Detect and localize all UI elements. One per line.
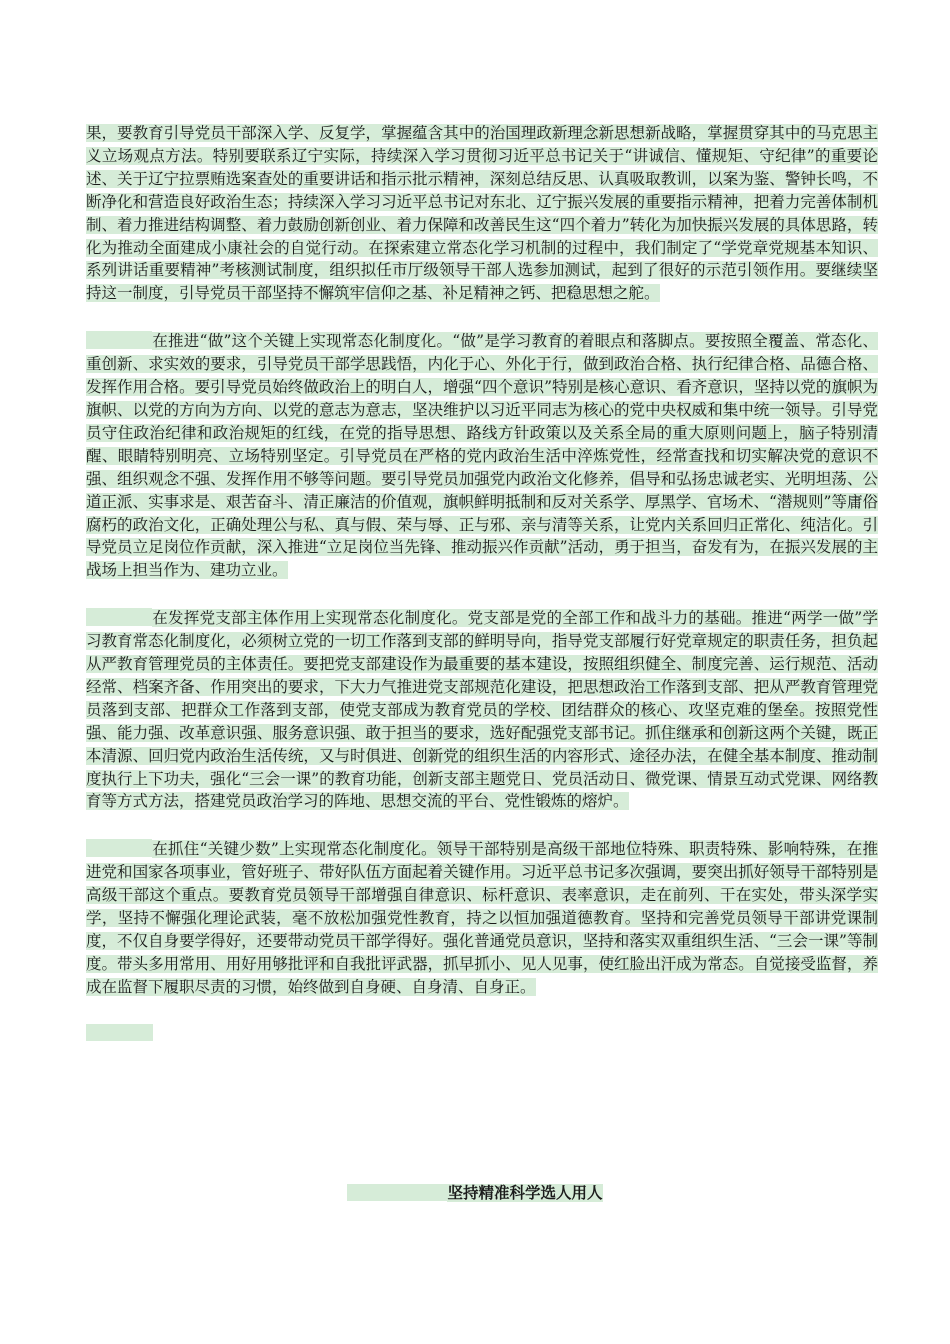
paragraph-2-text: 在推进“做”这个关键上实现常态化制度化。“做”是学习教育的着眼点和落脚点。要按照全覆盖、常态化、重创新、求实效的要求，引导党员干部学思践悟，内化于心、外化于行，做到政治合格、执行纪律合格、品德合格、发挥作用合格。要引导党员始终做政治上的明白人，增强“四个意识”特别是核心意识、看齐意识，坚持以党的旗帜为旗帜、以党的方向为方向、以党的意志为意志，坚决维护以习近平同志为核心的党中央权威和集中统一领导。引导党员守住政治纪律和政治规矩的红线，在党的指导思想、路线方针政策以及关系全局的重大原则问题上，脑子特别清醒、眼睛特别明亮、立场特别坚定。引导党员在严格的党内政治生活中淬炼党性，经常查找和切实解决党的意识不强、组织观念不强、发挥作用不够等问题。要引导党员加强党内政治文化修养，倡导和弘扬忠诚老实、光明坦荡、公道正派、实事求是、艰苦奋斗、清正廉洁的价值观，旗帜鲜明抵制和反对关系学、厚黑学、官场术、“潜规则”等庸俗腐朽的政治文化，正确处理公与私、真与假、荣与辱、正与邪、亲与清等关系，让党内关系回归正常化、纯洁化。引导党员立足岗位作贡献，深入推进“立足岗位当先锋、推动振兴作贡献”活动，勇于担当，奋发有为，在振兴发展的主战场上担当作为、建功立业。: [86, 332, 878, 580]
section-heading-text: 坚持精准科学选人用人: [447, 1184, 603, 1202]
paragraph-1: [86, 122, 878, 305]
paragraph-3: [86, 607, 878, 813]
document-body: [86, 122, 878, 1041]
paragraph-indent-highlight: [86, 331, 152, 349]
paragraph-2: [86, 330, 878, 582]
paragraph-4: [86, 838, 878, 998]
empty-highlighted-line: [86, 1024, 153, 1041]
section-heading: [0, 1182, 950, 1204]
paragraph-1-text: 果，要教育引导党员干部深入学、反复学，掌握蕴含其中的治国理政新理念新思想新战略，掌握贯穿其中的马克思主义立场观点方法。特别要联系辽宁实际，持续深入学习贯彻习近平总书记关于“讲诚信、懂规矩、守纪律”的重要论述、关于辽宁拉票贿选案查处的重要讲话和指示批示精神，深刻总结反思、认真吸取教训，以案为鉴、警钟长鸣，不断净化和营造良好政治生态；持续深入学习习近平总书记对东北、辽宁振兴发展的重要指示精神，把着力完善体制机制、着力推进结构调整、着力鼓励创新创业、着力保障和改善民生这“四个着力”转化为加快振兴发展的具体思路，转化为推动全面建成小康社会的自觉行动。在探索建立常态化学习机制的过程中，我们制定了“学党章党规基本知识、系列讲话重要精神”考核测试制度，组织拟任市厅级领导干部人选参加测试，起到了很好的示范引领作用。要继续坚持这一制度，引导党员干部坚持不懈筑牢信仰之基、补足精神之钙、把稳思想之舵。: [86, 124, 878, 303]
paragraph-indent-highlight: [86, 608, 152, 626]
paragraph-4-text: 在抓住“关键少数”上实现常态化制度化。领导干部特别是高级干部地位特殊、职责特殊、影响特殊，在推进党和国家各项事业，管好班子、带好队伍方面起着关键作用。习近平总书记多次强调，要突出抓好领导干部特别是高级干部这个重点。要教育党员领导干部增强自律意识、标杆意识、表率意识，走在前列、干在实处，带头深学实学，坚持不懈强化理论武装，毫不放松加强党性教育，持之以恒加强道德教育。坚持和完善党员领导干部讲党课制度，不仅自身要学得好，还要带动党员干部学得好。强化普通党员意识，坚持和落实双重组织生活、“三会一课”等制度。带头多用常用、用好用够批评和自我批评武器，抓早抓小、见人见事，使红脸出汗成为常态。自觉接受监督，养成在监督下履职尽责的习惯，始终做到自身硬、自身清、自身正。: [86, 840, 878, 996]
paragraph-3-text: 在发挥党支部主体作用上实现常态化制度化。党支部是党的全部工作和战斗力的基础。推进“两学一做”学习教育常态化制度化，必须树立党的一切工作落到支部的鲜明导向，指导党支部履行好党章规定的职责任务，担负起从严教育管理党员的主体责任。要把党支部建设作为最重要的基本建设，按照组织健全、制度完善、运行规范、活动经常、档案齐备、作用突出的要求，下大力气推进党支部规范化建设，把思想政治工作落到支部、把从严教育管理党员落到支部、把群众工作落到支部，使党支部成为教育党员的学校、团结群众的核心、攻坚克难的堡垒。按照党性强、能力强、改革意识强、服务意识强、敢于担当的要求，选好配强党支部书记。抓住继承和创新这两个关键，既正本清源、回归党内政治生活传统，又与时俱进、创新党的组织生活的内容形式、途径办法，在健全基本制度、推动制度执行上下功夫，强化“三会一课”的教育功能，创新支部主题党日、党员活动日、微党课、情景互动式党课、网络教育等方式方法，搭建党员政治学习的阵地、思想交流的平台、党性锻炼的熔炉。: [86, 609, 878, 811]
heading-lead-highlight: [347, 1184, 447, 1201]
paragraph-indent-highlight: [86, 839, 152, 857]
